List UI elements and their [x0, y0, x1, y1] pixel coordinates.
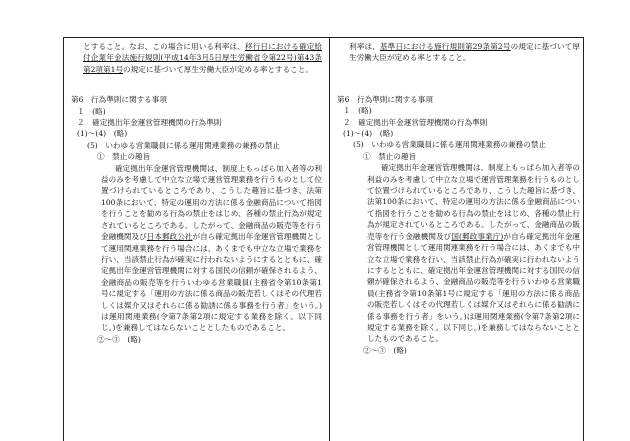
- intro-paragraph: とすること。なお、この場合に用いる利率は、移行日における確定給付企業年金法施行規則(平成14年3月5日厚生労働省令第22号)第43条第2項第1号の規定に基づいて厚生労働大臣が定める率とすること。: [83, 42, 322, 74]
- amended-text: 国(郵政事業庁): [451, 231, 504, 241]
- body-paragraph: 確定拠出年金運営管理機関は、制度上もっぱら加入者等の利益のみを考慮して中立な立場で運営管理業務を行うものとして位置づけられているところであり、こうした趣旨に基づき、法第100条において、特定の運用の方法に係る金融商品について指図を行うことを勧める行為の禁止をはじめ、各種の禁止行為が規定されているところである。したがって、金融商品の販売等を行う金融機関及び国(郵政事業庁)が自ら確定拠出年金運営管理機関として運用関連業務を行う場合には、あくまでも中立な立場で業務を行い、当該禁止行為が確実に行われないようにするとともに、確定拠出年金運営管理機関に対する国民の信頼が確保されるよう、金融商品の販売等を行ういわゆる営業職員(主務省令第10条第1号に規定する「運用の方法に係る商品の販売若しくはその代理若しくは媒介又はそれらに係る勧誘に係る事務を行う者」をいう。)は運用関連業務(令第7条第2項に規定する業務を除く。以下同じ。)を兼務してはならないこととしたものであること。: [367, 163, 580, 344]
- table-left-border: [63, 37, 64, 441]
- body-paragraph: 確定拠出年金運営管理機関は、制度上もっぱら加入者等の利益のみを考慮して中立な立場で運営管理業務を行うものとして位置づけられているところであり、こうした趣旨に基づき、法第100条において、特定の運用の方法に係る金融商品について指図を行うことを勧める行為の禁止をはじめ、各種の禁止行為が規定されているところである。したがって、金融商品の販売等を行う金融機関及び日本郵政公社が自ら確定拠出年金運営管理機関として運用関連業務を行う場合には、あくまでも中立な立場で業務を行い、当該禁止行為が確実に行われないようにするとともに、確定拠出年金運営管理機関に対する国民の信頼が確保されるよう、金融商品の販売等を行ういわゆる営業職員(主務省令第10条第1号に規定する「運用の方法に係る商品の販売若しくはその代理若しくは媒介又はそれらに係る勧誘に係る事務を行う者」をいう。)は運用関連業務(令第7条第2項に規定する業務を除く。以下同じ。)を兼務してはならないこととしたものであること。: [101, 163, 323, 333]
- revised-column: [69, 41, 322, 345]
- section-heading: 第6 行為準則に関する事項: [71, 95, 167, 105]
- item-2-5-1: ① 禁止の趣旨: [97, 152, 151, 162]
- item-2-5-2: ②～③ (略): [363, 345, 407, 355]
- section-heading: 第6 行為準則に関する事項: [337, 94, 433, 104]
- table-top-border: [63, 37, 583, 38]
- item-2-5-1: ① 禁止の趣旨: [363, 151, 417, 161]
- intro-paragraph: 利率は、基準日における施行規則第29条第2号の規定に基づいて厚生労働大臣が定める率とすること。: [349, 42, 581, 63]
- item-2-5: (5) いわゆる営業職員に係る運用関連業務の兼務の禁止: [87, 140, 281, 150]
- item-1: １ (略): [343, 106, 372, 116]
- item-2-5-2: ②～③ (略): [97, 334, 141, 344]
- table-right-border: [583, 37, 584, 441]
- amended-text: 移行日における確定給付企業年金法施行規則(平成14年3月5日厚生労働省令第22号)第43条第2項第1号: [83, 42, 322, 74]
- item-2-1-4: (1)～(4) (略): [77, 129, 128, 139]
- item-2-5: (5) いわゆる営業職員に係る運用関連業務の兼務の禁止: [353, 140, 547, 150]
- original-column: [335, 41, 580, 356]
- item-2-1-4: (1)～(4) (略): [343, 129, 394, 139]
- column-divider: [329, 37, 330, 441]
- item-2: ２ 確定拠出年金運営管理機関の行為準則: [343, 117, 488, 127]
- item-2: ２ 確定拠出年金運営管理機関の行為準則: [77, 118, 222, 128]
- item-1: １ (略): [77, 106, 106, 116]
- amended-text: 日本郵政公社: [146, 232, 193, 242]
- amended-text: 基準日における施行規則第29条第2号: [379, 42, 511, 51]
